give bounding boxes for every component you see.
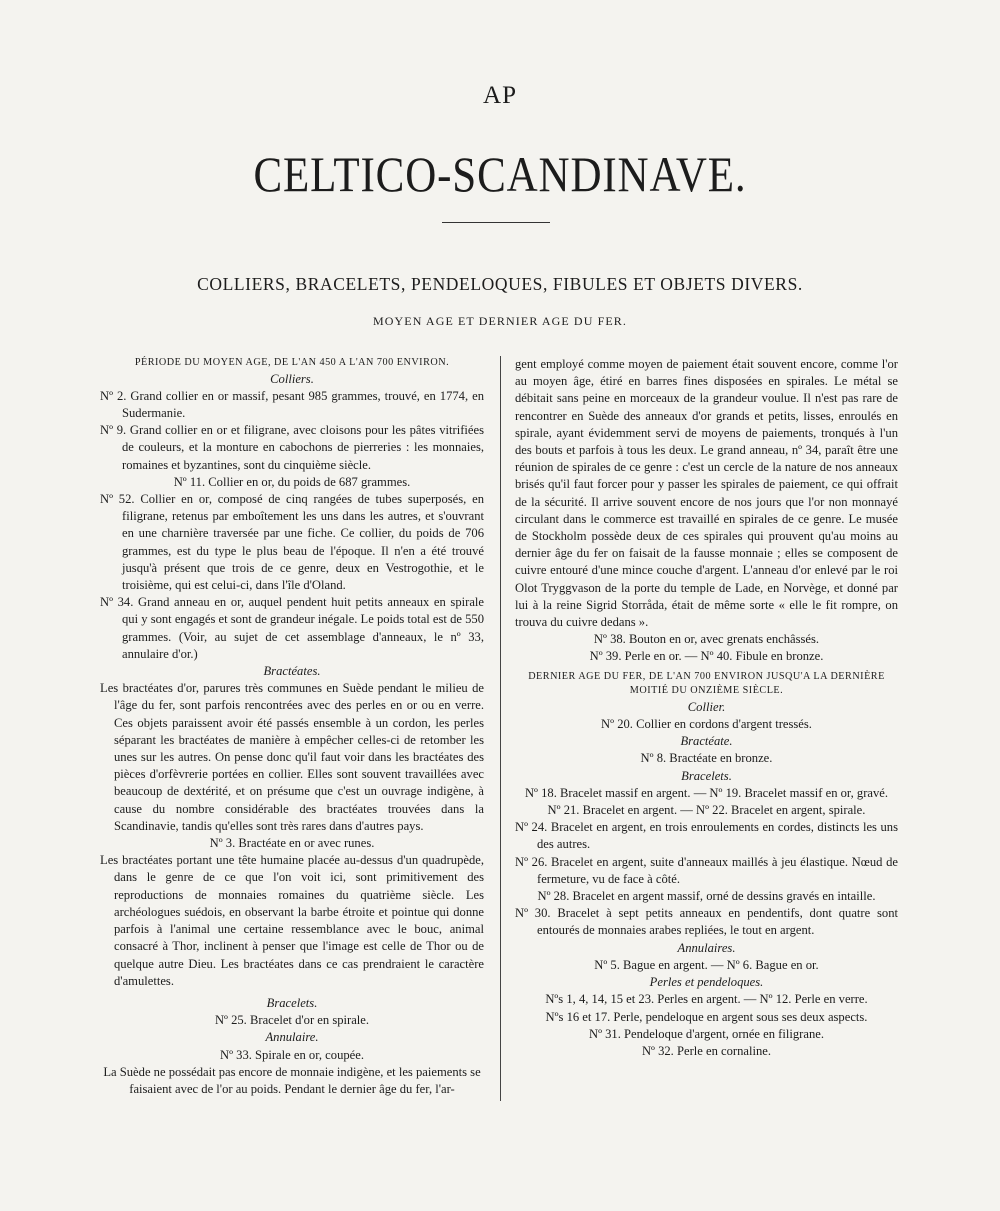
- entry-n3: Nº 3. Bractéate en or avec runes.: [209, 836, 375, 851]
- entry-n8: Nº 8. Bractéate en bronze.: [640, 751, 773, 766]
- entry-n38: Nº 38. Bouton en or, avec grenats enchâssés.: [593, 632, 820, 647]
- entry-n25: Nº 25. Bracelet d'or en spirale.: [214, 1013, 370, 1028]
- colliers-heading: Colliers.: [270, 371, 314, 386]
- entry-n52: Nº 52. Collier en or, composé de cinq rangées de tubes superposés, en filigrane, retenus par emboîtement les uns dans les autres, et s'ouvrant en une charnière traversée par une fiche. Ce collier, du poids de 706 grammes, est du type le plus beau de l'époque. Il n'en a été trouvé jusqu'à présent que trois de ce genre, deux en Vestrogothie, et le troisième, qui est celui-ci, dans l'île d'Oland.: [100, 492, 484, 593]
- left-column: [100, 356, 484, 1098]
- section-title: COLLIERS, BRACELETS, PENDELOQUES, FIBULES ET OBJETS DIVERS.: [197, 274, 803, 294]
- entry-n24: Nº 24. Bracelet en argent, en trois enroulements en cordes, distincts les uns des autres.: [515, 820, 898, 852]
- bracteates-heading: Bractéates.: [263, 664, 321, 679]
- perles-heading: Perles et pendeloques.: [649, 975, 764, 990]
- running-head: AP: [483, 82, 517, 109]
- right-column: [515, 356, 898, 1060]
- annulaire-heading: Annulaire.: [265, 1030, 319, 1045]
- bracteates-paragraph-1: Les bractéates d'or, parures très communes en Suède pendant le milieu de l'âge du fer, sont parfois rencontrées avec des perles en or ou en verre. Ces objets paraissent avoir été passés ensemble à un cordon, les perles séparant les bractéates de manière à empêcher celles-ci de retomber les unes sur les autres. On pense donc qu'il faut voir dans les bractéates des pièces d'orfèvrerie portées en collier. Elles sont souvent travaillées avec beaucoup de dextérité, et on présume que c'est un ouvrage indigène, à cause du nombre considérable des bractéates trouvées dans la Scandinavie, tandis qu'elles sont très rares dans d'autres pays.: [100, 681, 484, 833]
- entry-n30: Nº 30. Bracelet à sept petits anneaux en pendentifs, dont quatre sont entourés de monnaies arabes repliées, le tout en argent.: [515, 906, 898, 938]
- entry-n2: Nº 2. Grand collier en or massif, pesant 985 grammes, trouvé, en 1774, en Sudermanie.: [100, 388, 484, 420]
- bracteate-heading: Bractéate.: [680, 734, 733, 749]
- monnaie-paragraph: La Suède ne possédait pas encore de monnaie indigène, et les paiements se faisaient avec de l'or au poids. Pendant le dernier âge du fer, l'ar-: [103, 1064, 481, 1096]
- section-subtitle: MOYEN AGE ET DERNIER AGE DU FER.: [373, 314, 627, 328]
- continuation-paragraph: gent employé comme moyen de paiement était souvent encore, comme l'or au moyen âge, étiré en barres fines disposées en spirales. Le métal se débitait sans peine en morceaux de la grandeur voulue. Il n'est pas rare de rencontrer en Suède des anneaux d'or grands et petits, lisses, enroulés en spirale, ayant évidemment servi de moyens de paiements, tronqués à l'un des bouts et parfois à tous les deux. Le grand anneau, nº 34, paraît être une réunion de spirales de ce genre : c'est un cercle de la nature de nos anneaux brisés qu'il faut forcer pour y passer les spirales de paiement, ce qui offrait de la sécurité. Il arrive souvent encore de nos jours que l'or non monnayé circulant dans le commerce est travaillé en spirales de ce genre. Le musée de Stockholm possède deux de ces spirales qui prouvent qu'au moins au dernier âge du fer on faisait de la fausse monnaie ; elles se composent de cuivre entouré d'une mince couche d'argent. L'anneau d'or enlevé par le roi Olot Tryggvason de la porte du temple de Lade, en Norvège, et donné par lui à la reine Sigrid Storråda, était de même sorte « elle le fit rompre, on trouva du cuivre dedans ».: [515, 357, 898, 630]
- entry-n31: Nº 31. Pendeloque d'argent, ornée en filigrane.: [588, 1026, 824, 1041]
- column-divider: [500, 356, 501, 1101]
- collier-heading: Collier.: [687, 699, 726, 714]
- annulaires-heading: Annulaires.: [677, 940, 736, 955]
- entry-n9: Nº 9. Grand collier en or et filigrane, avec cloisons pour les pâtes vitrifiées de couleurs, et la monture en cabochons de pierreries : les monnaies, romaines et byzantines, sont du cinquième siècle.: [100, 423, 484, 472]
- entry-n33: Nº 33. Spirale en or, coupée.: [220, 1047, 364, 1062]
- entry-n18-n19: Nº 18. Bracelet massif en argent. — Nº 19. Bracelet massif en or, gravé.: [524, 785, 889, 800]
- entry-n39-n40: Nº 39. Perle en or. — Nº 40. Fibule en bronze.: [589, 649, 824, 664]
- entry-n28: Nº 28. Bracelet en argent massif, orné de dessins gravés en intaille.: [537, 889, 876, 904]
- title-rule: [442, 222, 550, 223]
- entry-n1-n23: Nºs 1, 4, 14, 15 et 23. Perles en argent. — Nº 12. Perle en verre.: [545, 992, 868, 1007]
- entry-n21-n22: Nº 21. Bracelet en argent. — Nº 22. Bracelet en argent, spirale.: [547, 803, 866, 818]
- entry-n11: Nº 11. Collier en or, du poids de 687 grammes.: [173, 474, 411, 489]
- entry-n20: Nº 20. Collier en cordons d'argent tressés.: [601, 717, 812, 732]
- bracelets-heading-left: Bracelets.: [266, 995, 318, 1010]
- period-heading-last-iron-age: DERNIER AGE DU FER, DE L'AN 700 ENVIRON JUSQU'A LA DERNIÈRE MOITIÉ DU ONZIÈME SIÈCLE.: [528, 670, 885, 697]
- entry-n16-n17: Nºs 16 et 17. Perle, pendeloque en argent sous ses deux aspects.: [545, 1009, 868, 1024]
- page-title: CELTICO-SCANDINAVE.: [253, 146, 747, 202]
- entry-n32: Nº 32. Perle en cornaline.: [641, 1043, 772, 1058]
- entry-n5-n6: Nº 5. Bague en argent. — Nº 6. Bague en or.: [594, 957, 819, 972]
- entry-n26: Nº 26. Bracelet en argent, suite d'anneaux maillés à jeu élastique. Nœud de fermeture, vu de face à côté.: [515, 854, 898, 886]
- period-heading-middle-age: PÉRIODE DU MOYEN AGE, DE L'AN 450 A L'AN 700 ENVIRON.: [134, 357, 450, 368]
- bracteates-paragraph-2: Les bractéates portant une tête humaine placée au-dessus d'un quadrupède, dans le genre de ce que l'on voit ici, sont primitivement des reproductions de monnaies romaines du quatrième siècle. Les archéologues suédois, en observant la barbe étroite et pointue qui donne parfois à l'animal une certaine ressemblance avec le bouc, animal consacré à Thor, inclinent à penser que l'image est celle de Thor ou de quelque autre Dieu. Les bractéates dans ce cas prendraient le caractère d'amulettes.: [100, 853, 484, 988]
- entry-n34: Nº 34. Grand anneau en or, auquel pendent huit petits anneaux en spirale qui y sont engagés et sont de grandeur inégale. Le poids total est de 550 grammes. (Voir, au sujet de cet assemblage d'anneaux, le nº 33, annulaire d'or.): [100, 595, 484, 661]
- bracelets-heading-right: Bracelets.: [681, 768, 732, 783]
